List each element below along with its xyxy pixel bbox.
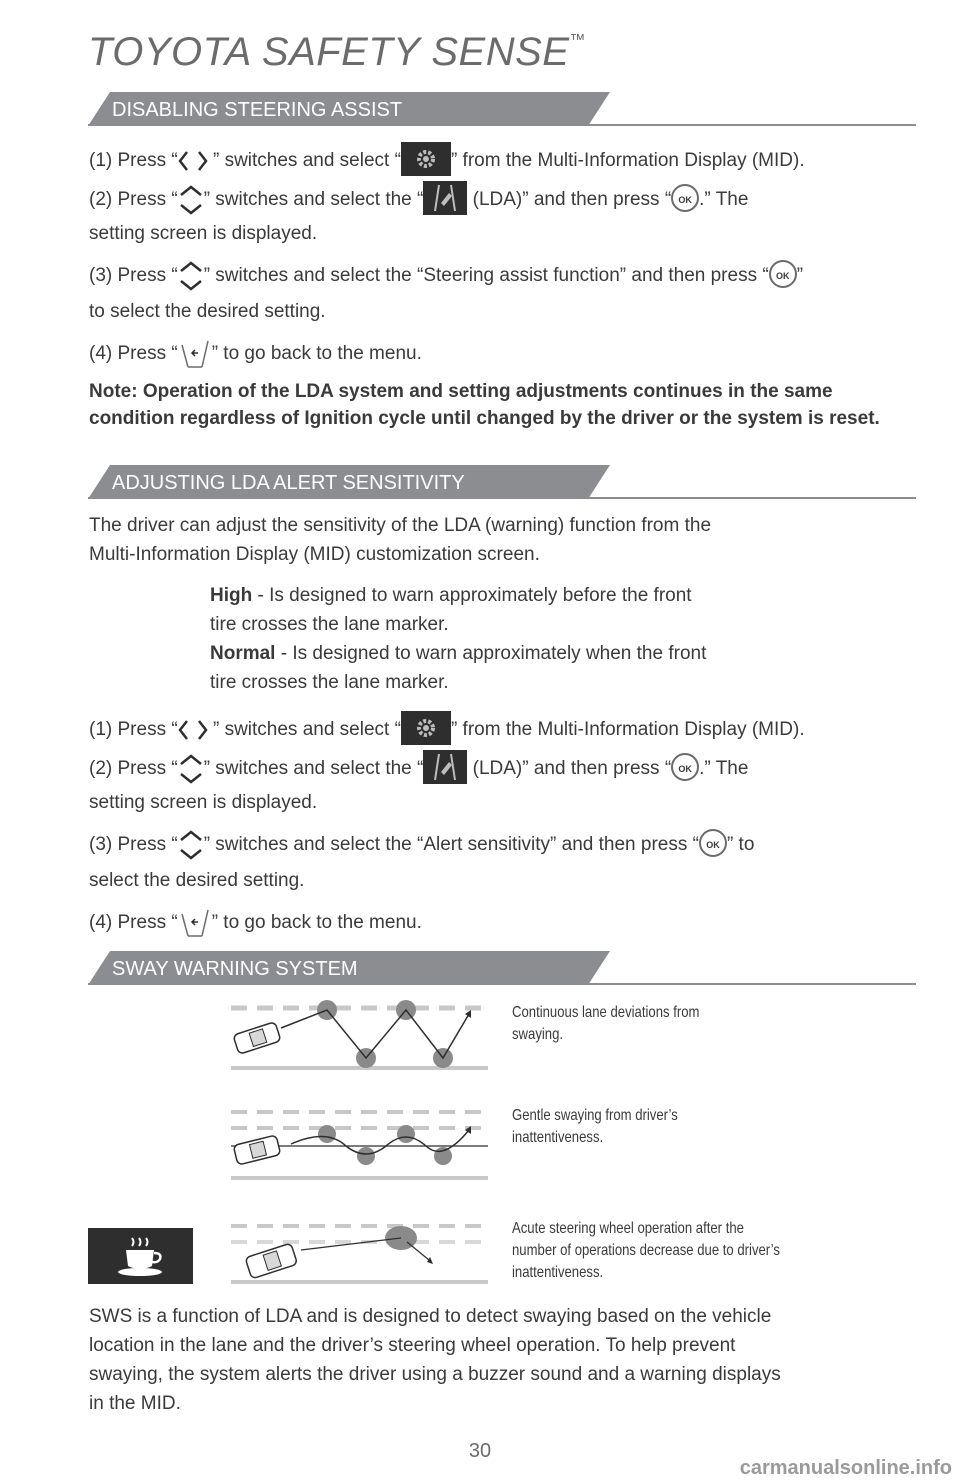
step-2-continued: setting screen is displayed. (89, 792, 318, 813)
caption-gentle-swaying: Gentle swaying from driver’s inattentiveness. (512, 1107, 678, 1146)
left-right-arrows-icon (178, 719, 208, 741)
caption-continuous-deviation: Continuous lane deviations from swaying. (512, 1004, 700, 1043)
step-3-continued: to select the desired setting. (89, 301, 326, 322)
section-banner-adjusting-lda-alert-sensitivity (88, 465, 610, 499)
section-title: ADJUSTING LDA ALERT SENSITIVITY (112, 472, 465, 494)
coffee-cup-warning-icon (88, 1228, 193, 1284)
lda-icon (423, 750, 467, 784)
up-down-arrows-icon (178, 185, 204, 215)
section-banner-disabling-steering-assist (88, 92, 610, 126)
up-down-arrows-icon (178, 830, 204, 860)
step-2-continued: setting screen is displayed. (89, 223, 318, 244)
step-2: (2) Press “ ” switches and select the “ (LDA)” and then press “ OK .” The (89, 183, 748, 217)
step-4: (4) Press “ ” to go back to the menu. (89, 339, 422, 369)
section-title: SWAY WARNING SYSTEM (112, 958, 358, 980)
back-button-icon (178, 339, 212, 369)
step-4: (4) Press “ ” to go back to the menu. (89, 908, 422, 938)
divider (88, 497, 916, 499)
step-1: (1) Press “ ” switches and select “ ” from the Multi-Information Display (MID). (89, 144, 805, 178)
ok-button-icon: OK (769, 260, 797, 288)
divider (88, 124, 916, 126)
ok-button-icon: OK (671, 184, 699, 212)
watermark: carmanualsonline.info (739, 1457, 952, 1479)
page-number: 30 (468, 1440, 492, 1462)
page-title: TOYOTA SAFETY SENSE™ (88, 30, 586, 74)
up-down-arrows-icon (178, 261, 204, 291)
section-banner-sway-warning-system (88, 951, 610, 985)
ok-button-icon: OK (699, 829, 727, 857)
lda-icon (423, 181, 467, 215)
caption-acute-steering: Acute steering wheel operation after the number of operations decrease due to driver’s inattentiveness. (512, 1220, 780, 1281)
note-text: Note: Operation of the LDA system and setting adjustments continues in the same condition regardless of Ignition cycle until changed by the driver or the system is reset. (89, 381, 880, 429)
settings-gear-icon (401, 711, 451, 745)
continuous-lane-deviation-illustration (231, 1000, 488, 1072)
sensitivity-high: High - Is designed to warn approximately before the front (210, 585, 692, 606)
left-right-arrows-icon (178, 150, 208, 172)
gentle-swaying-illustration (231, 1106, 488, 1182)
sensitivity-normal: Normal - Is designed to warn approximately when the front (210, 643, 707, 664)
back-button-icon (178, 908, 212, 938)
section-title: DISABLING STEERING ASSIST (112, 99, 403, 121)
step-3: (3) Press “ ” switches and select the “Steering assist function” and then press “ OK ” (89, 261, 803, 291)
sensitivity-options: High - Is designed to warn approximately before the front tire crosses the lane marker. Normal - Is designed to warn approximately when the front tire crosses the lane marker. (210, 581, 830, 697)
up-down-arrows-icon (178, 754, 204, 784)
settings-gear-icon (401, 142, 451, 176)
acute-steering-illustration (231, 1220, 488, 1286)
divider (88, 983, 916, 985)
step-3-continued: select the desired setting. (89, 870, 305, 891)
step-3: (3) Press “ ” switches and select the “Alert sensitivity” and then press “ OK ” to (89, 830, 754, 860)
step-2: (2) Press “ ” switches and select the “ (LDA)” and then press “ OK .” The (89, 752, 748, 786)
ok-button-icon: OK (671, 753, 699, 781)
sws-description: SWS is a function of LDA and is designed to detect swaying based on the vehicle location in the lane and the driver’s steering wheel operation. To help prevent swaying, the system alerts the driver using a buzzer sound and a warning displays in the MID. (89, 1306, 781, 1414)
step-1: (1) Press “ ” switches and select “ ” from the Multi-Information Display (MID). (89, 713, 805, 747)
intro-paragraph: The driver can adjust the sensitivity of the LDA (warning) function from the Multi-Information Display (MID) customization screen. (89, 515, 712, 565)
